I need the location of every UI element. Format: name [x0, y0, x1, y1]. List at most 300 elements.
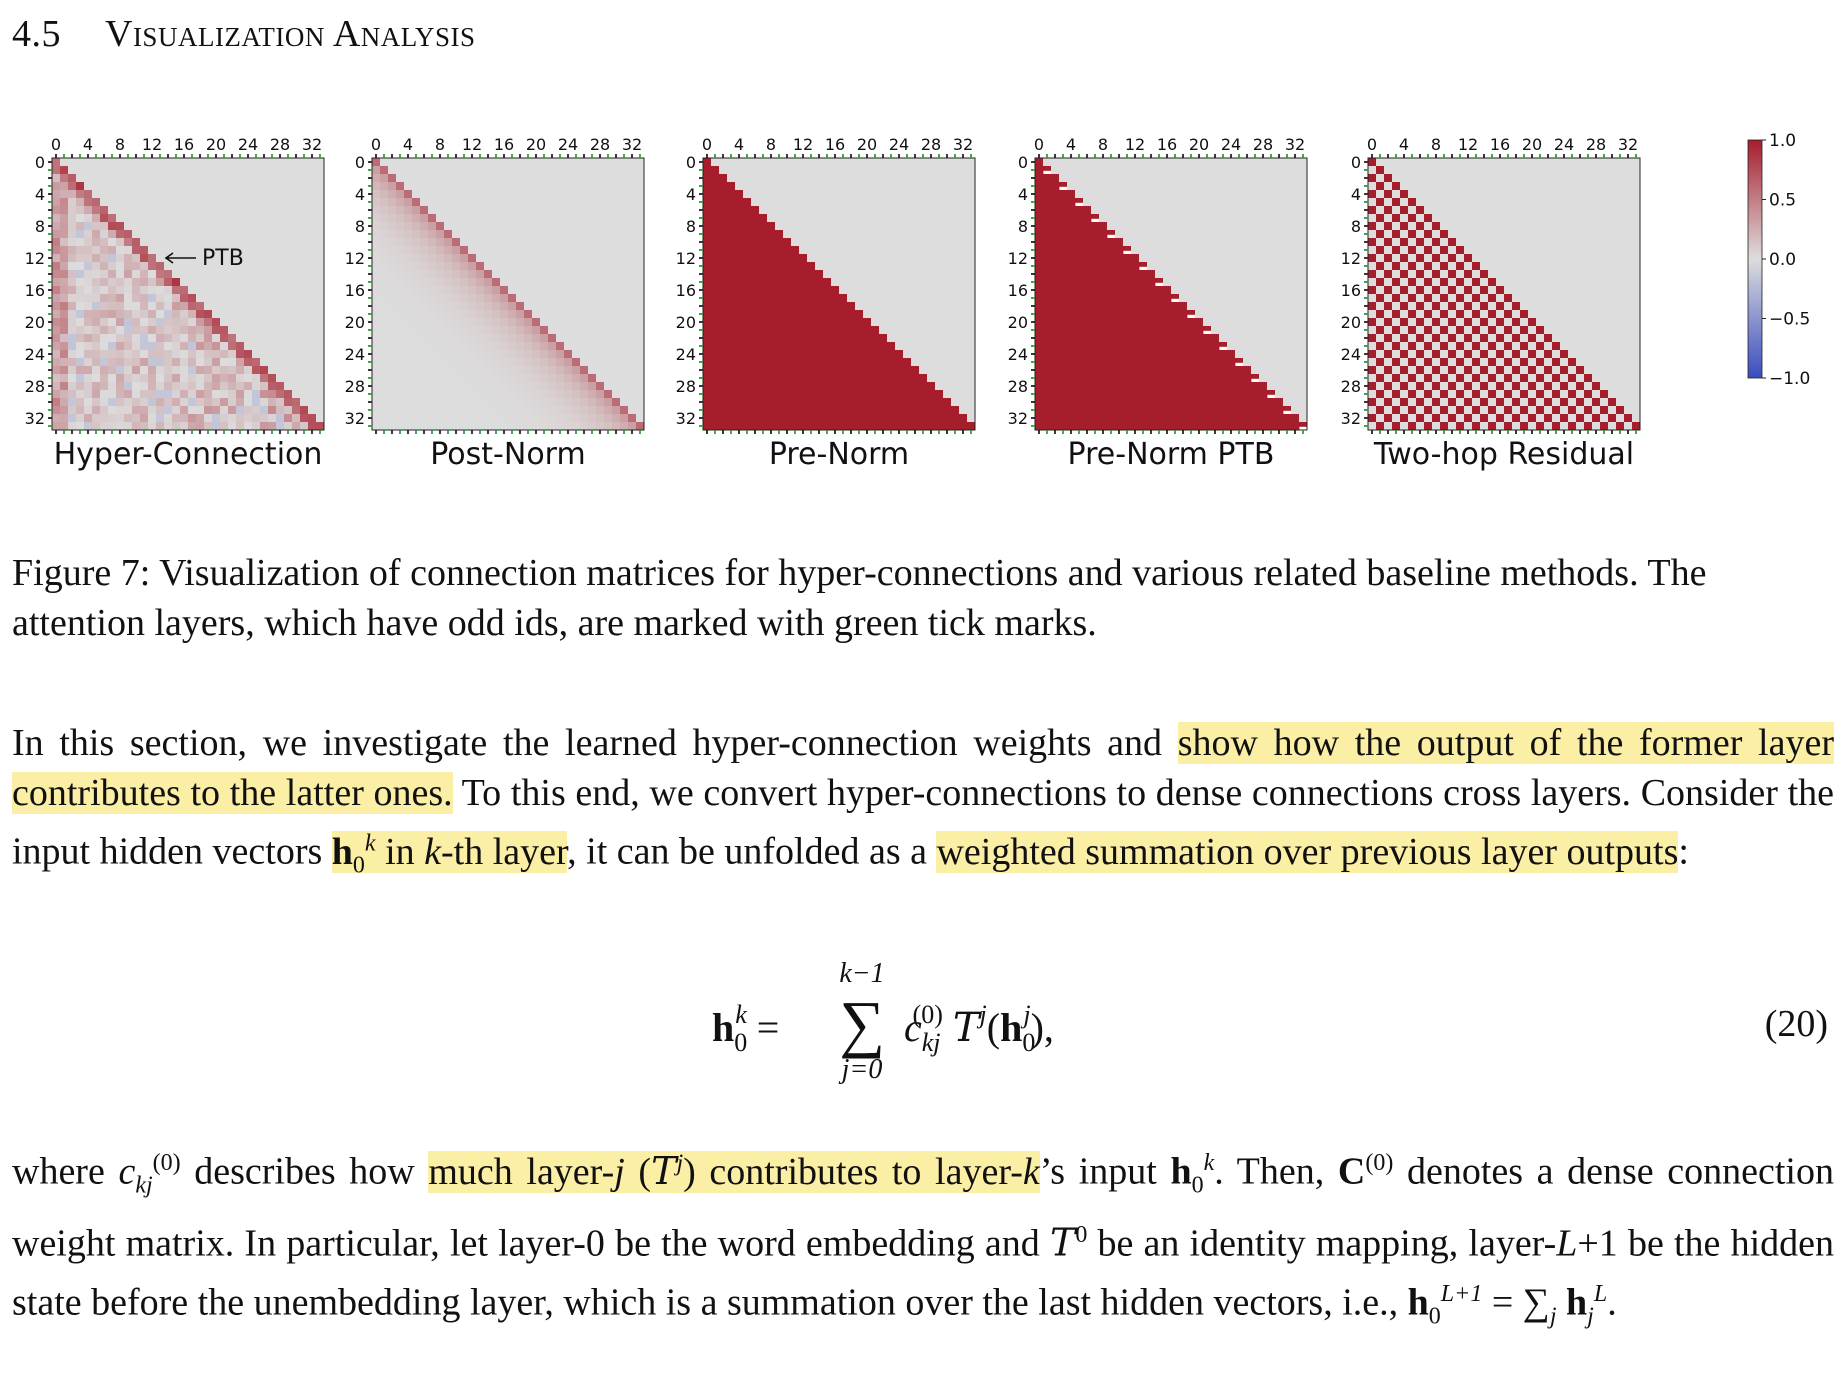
heatmap-cell	[524, 206, 532, 214]
heatmap-cell	[236, 318, 244, 326]
heatmap-cell	[596, 398, 604, 406]
heatmap-cell	[1163, 254, 1171, 262]
heatmap-cell	[252, 166, 260, 174]
heatmap-cell	[791, 382, 799, 390]
heatmap-cell	[1035, 198, 1043, 206]
heatmap-cell	[116, 254, 124, 262]
heatmap-cell	[1195, 222, 1203, 230]
heatmap-cell	[1195, 382, 1203, 390]
heatmap-cell	[887, 310, 895, 318]
heatmap-cell	[799, 374, 807, 382]
heatmap-cell	[1163, 238, 1171, 246]
heatmap-cell	[1107, 390, 1115, 398]
heatmap-cell	[188, 302, 196, 310]
heatmap-cell	[260, 406, 268, 414]
heatmap-cell	[84, 190, 92, 198]
heatmap-cell	[252, 406, 260, 414]
heatmap-cell	[292, 182, 300, 190]
heatmap-cell	[1123, 254, 1131, 262]
heatmap-cell	[276, 318, 284, 326]
heatmap-cell	[1187, 318, 1195, 326]
heatmap-cell	[476, 342, 484, 350]
heatmap-cell	[564, 382, 572, 390]
heatmap-cell	[612, 230, 620, 238]
heatmap-cell	[1171, 382, 1179, 390]
heatmap-cell	[300, 270, 308, 278]
heatmap-cell	[935, 334, 943, 342]
heatmap-cell	[556, 294, 564, 302]
heatmap-cell	[1203, 294, 1211, 302]
heatmap-cell	[124, 358, 132, 366]
heatmap-cell	[1275, 158, 1283, 166]
heatmap-cell	[1187, 190, 1195, 198]
heatmap-cell	[116, 398, 124, 406]
heatmap-cell	[564, 262, 572, 270]
heatmap-cell	[428, 286, 436, 294]
heatmap-cell	[791, 366, 799, 374]
heatmap-cell	[548, 342, 556, 350]
heatmap-cell	[172, 182, 180, 190]
heatmap-cell	[1091, 310, 1099, 318]
heatmap-cell	[108, 174, 116, 182]
heatmap-cell	[124, 230, 132, 238]
heatmap-cell	[308, 422, 316, 430]
heatmap-cell	[388, 270, 396, 278]
heatmap-cell	[1147, 198, 1155, 206]
heatmap-cell	[1107, 198, 1115, 206]
heatmap-cell	[588, 198, 596, 206]
heatmap-cell	[444, 414, 452, 422]
heatmap-cell	[1075, 310, 1083, 318]
heatmap-cell	[300, 286, 308, 294]
heatmap-cell	[76, 390, 84, 398]
heatmap-cell	[444, 294, 452, 302]
heatmap-cell	[468, 398, 476, 406]
heatmap-cell	[751, 374, 759, 382]
heatmap-cell	[967, 342, 975, 350]
heatmap-cell	[935, 230, 943, 238]
heatmap-cell	[596, 190, 604, 198]
heatmap-cell	[132, 270, 140, 278]
heatmap-cell	[68, 190, 76, 198]
heatmap-cell	[1227, 334, 1235, 342]
heatmap-cell	[1123, 214, 1131, 222]
heatmap-cell	[164, 374, 172, 382]
heatmap-cell	[140, 286, 148, 294]
heatmap-cell	[284, 350, 292, 358]
heatmap-cell	[436, 382, 444, 390]
heatmap-cell	[524, 350, 532, 358]
heatmap-cell	[1291, 374, 1299, 382]
heatmap-cell	[711, 294, 719, 302]
heatmap-cell	[68, 422, 76, 430]
heatmap-cell	[927, 350, 935, 358]
heatmap-cell	[396, 230, 404, 238]
heatmap-cell	[116, 246, 124, 254]
heatmap-cell	[1139, 326, 1147, 334]
heatmap-cell	[1235, 390, 1243, 398]
heatmap-cell	[84, 222, 92, 230]
heatmap-cell	[959, 374, 967, 382]
heatmap-cell	[1235, 422, 1243, 430]
heatmap-cell	[636, 230, 644, 238]
heatmap-cell	[743, 246, 751, 254]
heatmap-cell	[1275, 262, 1283, 270]
heatmap-cell	[1211, 366, 1219, 374]
heatmap-cell	[452, 398, 460, 406]
heatmap-cell	[420, 358, 428, 366]
heatmap-cell	[260, 390, 268, 398]
heatmap-cell	[556, 286, 564, 294]
heatmap-cell	[799, 214, 807, 222]
heatmap-cell	[116, 198, 124, 206]
heatmap-cell	[492, 278, 500, 286]
heatmap-cell	[420, 238, 428, 246]
heatmap-cell	[1267, 206, 1275, 214]
heatmap-cell	[92, 166, 100, 174]
heatmap-cell	[871, 222, 879, 230]
heatmap-cell	[1195, 390, 1203, 398]
heatmap-cell	[871, 334, 879, 342]
heatmap-cell	[436, 190, 444, 198]
heatmap-cell	[719, 318, 727, 326]
heatmap-cell	[1099, 358, 1107, 366]
heatmap-cell	[628, 286, 636, 294]
heatmap-cell	[268, 382, 276, 390]
heatmap-cell	[60, 318, 68, 326]
heatmap-cell	[1083, 422, 1091, 430]
heatmap-cell	[236, 198, 244, 206]
heatmap-cell	[1091, 158, 1099, 166]
heatmap-cell	[316, 222, 324, 230]
heatmap-cell	[1259, 414, 1267, 422]
heatmap-cell	[1291, 206, 1299, 214]
heatmap-cell	[1171, 158, 1179, 166]
heatmap-cell	[911, 286, 919, 294]
heatmap-cell	[396, 182, 404, 190]
heatmap-cell	[1275, 390, 1283, 398]
heatmap-cell	[316, 198, 324, 206]
heatmap-cell	[1259, 278, 1267, 286]
heatmap-cell	[1203, 350, 1211, 358]
heatmap-cell	[1083, 326, 1091, 334]
heatmap-cell	[807, 406, 815, 414]
heatmap-cell	[1203, 254, 1211, 262]
heatmap-cell	[532, 390, 540, 398]
heatmap-cell	[799, 222, 807, 230]
heatmap-cell	[180, 302, 188, 310]
heatmap-cell	[767, 182, 775, 190]
heatmap-cell	[799, 366, 807, 374]
heatmap-cell	[532, 254, 540, 262]
heatmap-cell	[428, 166, 436, 174]
heatmap-cell	[863, 350, 871, 358]
heatmap-cell	[140, 406, 148, 414]
heatmap-cell	[959, 230, 967, 238]
heatmap-cell	[1187, 398, 1195, 406]
heatmap-cell	[1211, 390, 1219, 398]
heatmap-cell	[959, 262, 967, 270]
heatmap-cell	[1067, 294, 1075, 302]
heatmap-cell	[76, 198, 84, 206]
heatmap-cell	[508, 398, 516, 406]
heatmap-cell	[1083, 254, 1091, 262]
heatmap-cell	[1195, 302, 1203, 310]
heatmap-cell	[743, 222, 751, 230]
heatmap-cell	[164, 158, 172, 166]
heatmap-cell	[412, 246, 420, 254]
heatmap-cell	[1275, 246, 1283, 254]
heatmap-cell	[927, 174, 935, 182]
heatmap-cell	[196, 206, 204, 214]
heatmap-cell	[1291, 406, 1299, 414]
heatmap-cell	[140, 238, 148, 246]
heatmap-cell	[863, 190, 871, 198]
heatmap-cell	[711, 286, 719, 294]
heatmap-cell	[148, 326, 156, 334]
heatmap-cell	[156, 182, 164, 190]
heatmap-cell	[1147, 206, 1155, 214]
heatmap-cell	[52, 326, 60, 334]
heatmap-cell	[172, 294, 180, 302]
heatmap-cell	[783, 414, 791, 422]
heatmap-cell	[628, 374, 636, 382]
heatmap-cell	[556, 230, 564, 238]
heatmap-cell	[815, 382, 823, 390]
heatmap-cell	[855, 302, 863, 310]
heatmap-cell	[316, 262, 324, 270]
heatmap-cell	[1251, 358, 1259, 366]
heatmap-cell	[92, 318, 100, 326]
heatmap-cell	[1195, 310, 1203, 318]
heatmap-cell	[1059, 190, 1067, 198]
heatmap-cell	[500, 262, 508, 270]
heatmap-cell	[943, 270, 951, 278]
heatmap-cell	[108, 366, 116, 374]
heatmap-cell	[276, 198, 284, 206]
heatmap-cell	[164, 262, 172, 270]
heatmap-cell	[92, 294, 100, 302]
heatmap-cell	[516, 174, 524, 182]
heatmap-cell	[596, 238, 604, 246]
heatmap-cell	[292, 262, 300, 270]
heatmap-cell	[548, 198, 556, 206]
heatmap-cell	[540, 262, 548, 270]
heatmap-cell	[412, 166, 420, 174]
heatmap-cell	[967, 302, 975, 310]
heatmap-cell	[1251, 214, 1259, 222]
heatmap-cell	[476, 286, 484, 294]
heatmap-cell	[1219, 358, 1227, 366]
heatmap-cell	[540, 246, 548, 254]
heatmap-cell	[1075, 390, 1083, 398]
heatmap-cell	[1075, 198, 1083, 203]
heatmap-cell	[556, 214, 564, 222]
heatmap-cell	[284, 214, 292, 222]
heatmap-cell	[164, 310, 172, 318]
heatmap-cell	[1091, 382, 1099, 390]
heatmap-cell	[572, 198, 580, 206]
heatmap-cell	[428, 230, 436, 238]
heatmap-cell	[628, 254, 636, 262]
heatmap-cell	[1299, 342, 1307, 350]
heatmap-cell	[556, 222, 564, 230]
heatmap-cell	[244, 374, 252, 382]
heatmap-cell	[492, 302, 500, 310]
heatmap-cell	[711, 302, 719, 310]
heatmap-cell	[1035, 366, 1043, 374]
heatmap-cell	[468, 286, 476, 294]
heatmap-cell	[1123, 190, 1131, 198]
heatmap-cell	[895, 350, 903, 358]
heatmap-cell	[388, 238, 396, 246]
heatmap-cell	[935, 382, 943, 390]
heatmap-cell	[831, 374, 839, 382]
heatmap-cell	[1171, 230, 1179, 238]
heatmap-cell	[1235, 342, 1243, 350]
heatmap-cell	[492, 174, 500, 182]
heatmap-cell	[1083, 414, 1091, 422]
heatmap-cell	[943, 206, 951, 214]
heatmap-cell	[1139, 302, 1147, 310]
heatmap-cell	[412, 294, 420, 302]
heatmap-cell	[548, 190, 556, 198]
heatmap-cell	[588, 374, 596, 382]
heatmap-cell	[743, 350, 751, 358]
heatmap-cell	[116, 238, 124, 246]
heatmap-cell	[372, 398, 380, 406]
heatmap-cell	[1171, 206, 1179, 214]
heatmap-cell	[951, 254, 959, 262]
heatmap-cell	[815, 398, 823, 406]
heatmap-cell	[1107, 222, 1115, 230]
heatmap-cell	[855, 382, 863, 390]
heatmap-cell	[1267, 254, 1275, 262]
heatmap-cell	[783, 214, 791, 222]
heatmap-cell	[703, 270, 711, 278]
heatmap-cell	[951, 246, 959, 254]
heatmap-cell	[727, 214, 735, 222]
heatmap-cell	[719, 238, 727, 246]
heatmap-cell	[1251, 222, 1259, 230]
heatmap-cell	[1291, 198, 1299, 206]
heatmap-cell	[1203, 366, 1211, 374]
heatmap-cell	[927, 270, 935, 278]
heatmap-cell	[596, 254, 604, 262]
heatmap-cell	[492, 158, 500, 166]
heatmap-cell	[1075, 374, 1083, 382]
heatmap-cell	[1155, 326, 1163, 334]
heatmap-cell	[807, 166, 815, 174]
heatmap-cell	[967, 198, 975, 206]
heatmap-cell	[460, 374, 468, 382]
heatmap-cell	[1251, 230, 1259, 238]
heatmap-cell	[556, 246, 564, 254]
heatmap-cell	[1147, 238, 1155, 246]
heatmap-cell	[807, 350, 815, 358]
heatmap-cell	[132, 230, 140, 238]
heatmap-cell	[476, 166, 484, 174]
heatmap-cell	[1107, 422, 1115, 430]
heatmap-cell	[236, 278, 244, 286]
heatmap-cell	[132, 302, 140, 310]
heatmap-cell	[124, 326, 132, 334]
heatmap-cell	[1243, 318, 1251, 326]
heatmap-cell	[1115, 174, 1123, 182]
heatmap-cell	[1147, 334, 1155, 342]
heatmap-cell	[580, 310, 588, 318]
heatmap-cell	[815, 246, 823, 254]
heatmap-cell	[636, 174, 644, 182]
heatmap-cell	[524, 246, 532, 254]
heatmap-cell	[620, 222, 628, 230]
heatmap-cell	[1195, 198, 1203, 206]
heatmap-cell	[500, 406, 508, 414]
heatmap-cell	[871, 286, 879, 294]
heatmap-cell	[895, 222, 903, 230]
heatmap-cell	[500, 366, 508, 374]
heatmap-cell	[855, 294, 863, 302]
tick-label: 24	[675, 345, 696, 364]
heatmap-cell	[68, 182, 76, 190]
heatmap-cell	[268, 254, 276, 262]
heatmap-cell	[727, 350, 735, 358]
heatmap-cell	[1163, 206, 1171, 214]
heatmap-cell	[823, 174, 831, 182]
heatmap-cell	[52, 302, 60, 310]
heatmap-cell	[620, 158, 628, 166]
heatmap-cell	[268, 310, 276, 318]
tick-label: 12	[792, 135, 814, 154]
heatmap-cell	[140, 270, 148, 278]
heatmap-cell	[1259, 406, 1267, 414]
heatmap-cell	[556, 254, 564, 262]
heatmap-cell	[791, 334, 799, 342]
heatmap-cell	[620, 166, 628, 174]
heatmap-cell	[68, 358, 76, 366]
heatmap-cell	[220, 198, 228, 206]
heatmap-cell	[1115, 382, 1123, 390]
heatmap-cell	[871, 206, 879, 214]
heatmap-cell	[943, 254, 951, 262]
heatmap-cell	[951, 206, 959, 214]
heatmap-cell	[1179, 182, 1187, 190]
heatmap-cell	[428, 206, 436, 214]
heatmap-cell	[895, 358, 903, 366]
heatmap-cell	[244, 198, 252, 206]
panel-label: Post-Norm	[430, 437, 586, 472]
heatmap-cell	[116, 326, 124, 334]
heatmap-cell	[1283, 238, 1291, 246]
heatmap-cell	[719, 398, 727, 406]
heatmap-cell	[292, 358, 300, 366]
heatmap-cell	[84, 398, 92, 406]
heatmap-cell	[268, 270, 276, 278]
heatmap-cell	[1267, 270, 1275, 278]
tick-label: 20	[675, 313, 696, 332]
heatmap-cell	[887, 390, 895, 398]
heatmap-cell	[895, 318, 903, 326]
heatmap-cell	[879, 238, 887, 246]
heatmap-cell	[604, 390, 612, 398]
heatmap-cell	[284, 198, 292, 206]
heatmap-cell	[823, 374, 831, 382]
heatmap-cell	[244, 158, 252, 166]
heatmap-cell	[1259, 358, 1267, 366]
heatmap-cell	[84, 166, 92, 174]
heatmap-cell	[396, 366, 404, 374]
heatmap-cell	[1227, 342, 1235, 350]
